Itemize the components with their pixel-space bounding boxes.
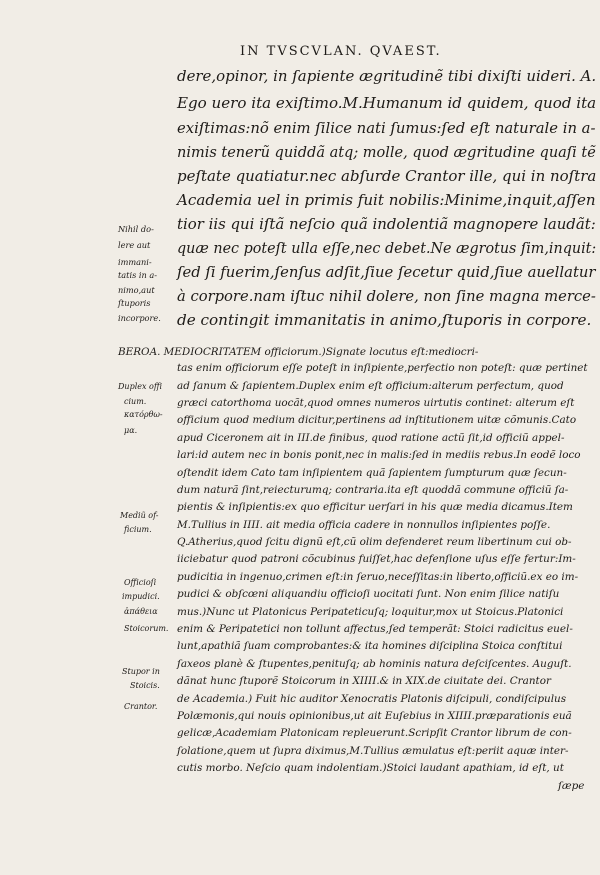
catchword: ſæpe — [558, 780, 585, 792]
text-line: exiſtimas:nõ enim ſilice nati ſumus:ſed eſt naturale in a- — [177, 119, 596, 137]
text-line: à corpore.nam iſtuc nihil dolere, non ſine magna merce- — [177, 287, 596, 305]
commentary-line: pudicitia in ingenuo,crimen eſt:in ſeruo,neceſſitas:in liberto,officiũ.ex eo im- — [177, 571, 579, 583]
commentary-line: dum naturã ſint,reiecturumq; contraria.ita eſt quoddã commune officiũ ſa- — [177, 484, 569, 496]
commentary-line: BEROA. MEDIOCRITATEM officiorum.)Signate locutus eſt:mediocri- — [118, 346, 479, 358]
commentary-line: pientis & inſipientis:ex quo efficitur uerſari in his quæ media dicamus.Item — [177, 501, 573, 513]
commentary-line: dãnat hunc ſtuporẽ Stoicorum in XIIII.& in XIX.de ciuitate dei. Crantor — [177, 675, 551, 687]
text-line: Academia uel in primis fuit nobilis:Minime,inquit,aſſen — [177, 191, 596, 209]
commentary-line: græci catorthoma uocãt,quod omnes numeros uirtutis continet: alterum eſt — [177, 397, 575, 409]
commentary-line: gelicæ,Academiam Platonicam repleuerunt.Scripſit Crantor librum de con- — [177, 727, 572, 739]
margin-note: impudici. — [122, 592, 160, 601]
commentary-line: officium quod medium dicitur,pertinens ad inſtitutionem uitæ cõmunis.Cato — [177, 414, 577, 426]
commentary-line: Polæmonis,qui nouis opinionibus,ut ait Euſebius in XIIII.præparationis euã — [177, 710, 572, 722]
commentary-line: mus.)Nunc ut Platonicus Peripateticuſq; loquitur,mox ut Stoicus.Platonici — [177, 606, 564, 618]
margin-note: μα. — [124, 426, 138, 435]
running-header: IN TVSCVLAN. QVAEST. — [240, 44, 442, 59]
margin-note: nimo,aut — [118, 285, 155, 295]
margin-note: cium. — [124, 397, 147, 406]
margin-note: Officioſi — [124, 578, 157, 587]
text-line: nimis tenerũ quiddã atq; molle, quod ægritudine quaſi tẽ — [177, 143, 596, 161]
margin-note: Mediũ of- — [120, 511, 159, 520]
commentary-line: pudici & obſcœni aliquandiu officioſi uocitati ſunt. Non enim ſilice natiſu — [177, 588, 560, 600]
margin-note: immani- — [118, 257, 152, 267]
margin-note: tatis in a- — [118, 270, 158, 280]
commentary-line: ſolatione,quem ut ſupra diximus,M.Tullius æmulatus eſt:periit aquæ inter- — [177, 745, 569, 757]
commentary-line: iiciebatur quod patroni cõcubinus fuiſſet,hac defenſione uſus eſſe fertur:Im- — [177, 553, 576, 565]
text-line: ſed ſi fuerim,ſenſus adſit,ſiue ſecetur quid,ſiue auellatur — [177, 263, 596, 281]
margin-note: κατόρθω- — [124, 410, 163, 419]
commentary-line: cutis morbo. Neſcio quam indolentiam.)Stoici laudant apathiam, id eſt, ut — [177, 762, 564, 774]
margin-note: ἀπάθεια — [124, 607, 158, 616]
text-line: de contingit immanitatis in animo,ſtuporis in corpore. — [177, 311, 592, 329]
commentary-line: tas enim officiorum eſſe poteſt in inſipiente,perfectio non poteſt: quæ pertinet — [177, 362, 588, 374]
commentary-line: lari:id autem nec in bonis ponit,nec in malis:ſed in mediis rebus.In eodẽ loco — [177, 449, 581, 461]
text-line: tior iis qui iſtã neſcio quã indolentiã magnopere laudãt: — [177, 215, 596, 233]
margin-note: Duplex offi — [118, 382, 163, 391]
commentary-line: ad ſanum & ſapientem.Duplex enim eſt officium:alterum perfectum, quod — [177, 380, 564, 392]
margin-note: Nihil do- — [118, 224, 154, 234]
margin-note: incorpore. — [118, 313, 161, 323]
margin-note: Crantor. — [124, 702, 158, 711]
text-line: peſtate quatiatur.nec abſurde Crantor ille, qui in noſtra — [177, 167, 597, 185]
margin-note: ficium. — [124, 525, 152, 534]
commentary-line: enim & Peripatetici non tollunt affectus,ſed temperãt: Stoici radicitus euel- — [177, 623, 573, 635]
margin-note: Stoicis. — [130, 681, 160, 690]
margin-note: Stupor in — [122, 667, 160, 676]
commentary-line: de Academia.) Fuit hic auditor Xenocratis Platonis diſcipuli, condiſcipulus — [177, 693, 567, 705]
text-line: dere,opinor, in ſapiente ægritudinẽ tibi dixiſti uideri. A. — [177, 67, 597, 85]
text-line: quæ nec poteſt ulla eſſe,nec debet.Ne ægrotus ſim,inquit: — [177, 239, 597, 257]
commentary-line: oſtendit idem Cato tam inſipientem quã ſapientem ſumpturum quæ ſecun- — [177, 467, 567, 479]
margin-note: ſtuporis — [118, 298, 151, 308]
commentary-line: ſaxeos planè & ſtupentes,penituſq; ab hominis natura deſciſcentes. Auguſt. — [177, 658, 572, 670]
commentary-line: M.Tullius in IIII. ait media officia cadere in nonnullos inſipientes poſſe. — [177, 519, 551, 531]
commentary-line: lunt,apathiã ſuam comprobantes:& ita homines diſciplina Stoica conſtitui — [177, 640, 563, 652]
margin-note: Stoicorum. — [124, 624, 169, 633]
commentary-line: Q.Atherius,quod ſcitu dignũ eſt,cũ olim defenderet reum libertinum cui ob- — [177, 536, 572, 548]
margin-note: lere aut — [118, 240, 151, 250]
text-line: Ego uero ita exiſtimo.M.Humanum id quidem, quod ita — [177, 94, 597, 112]
commentary-line: apud Ciceronem ait in III.de finibus, quod ratione actũ ſit,id officiũ appel- — [177, 432, 565, 444]
